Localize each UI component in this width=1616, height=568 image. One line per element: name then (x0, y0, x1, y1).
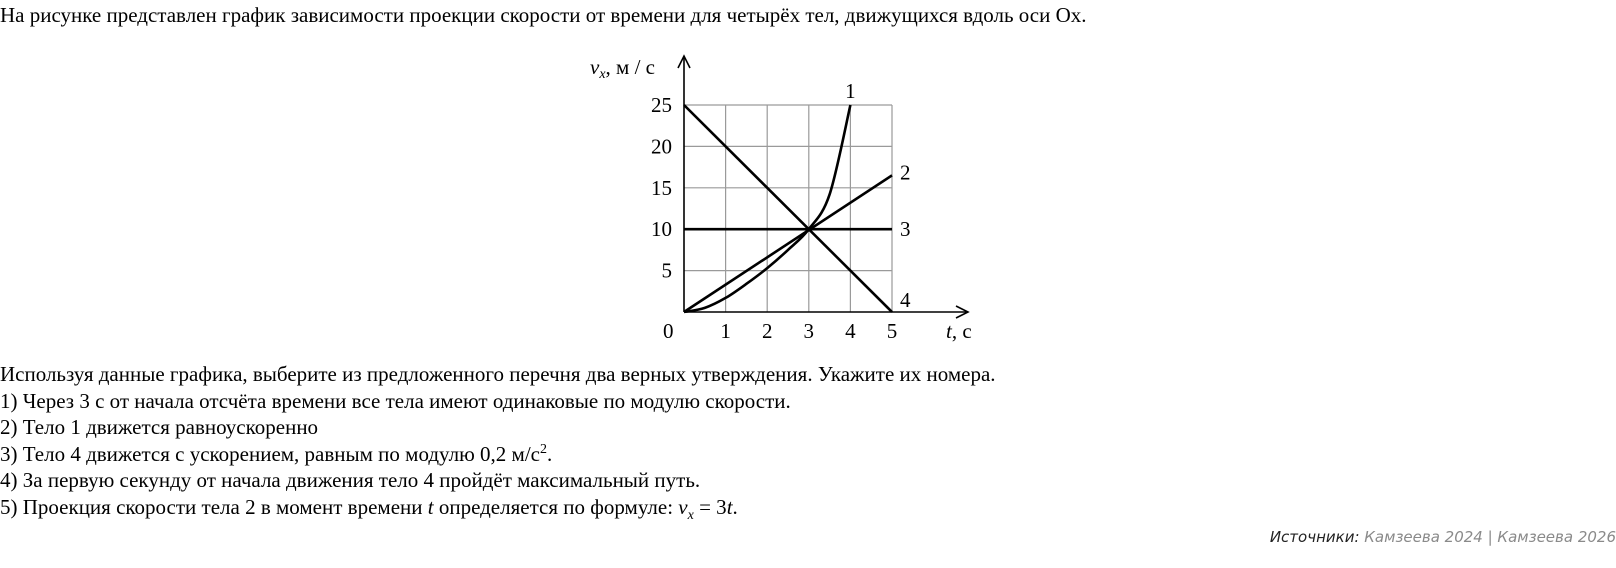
series-line-4 (684, 105, 892, 312)
chart-ticks (651, 93, 897, 343)
series-label-2: 2 (900, 160, 911, 185)
series-line-2 (684, 175, 892, 312)
option-2: 2) Тело 1 движется равноускоренно (0, 415, 319, 439)
series-label-3: 3 (900, 217, 911, 242)
x-tick-label-4: 4 (845, 319, 856, 343)
sources-label: Источники: (1269, 528, 1360, 546)
sources-list: Камзеева 2024 | Камзеева 2026 (1364, 528, 1616, 546)
series-label-4: 4 (900, 288, 911, 312)
origin-label: 0 (663, 319, 674, 343)
x-tick-label-1: 1 (720, 319, 731, 343)
option-1: 1) Через 3 с от начала отсчёта времени все тела имеют одинаковые по модулю скорости. (0, 388, 791, 413)
y-tick-label-5: 5 (661, 258, 672, 283)
option-3: 3) Тело 4 движется с ускорением, равным по модулю 0,2 $м/с^2$. (0, 441, 553, 466)
chart-axes (678, 56, 968, 318)
question-block (0, 361, 996, 523)
y-tick-label-25: 25 (651, 93, 672, 117)
y-tick-label-15: 15 (651, 175, 672, 200)
x-tick-label-2: 2 (761, 319, 773, 343)
x-tick-label-5: 5 (886, 319, 898, 343)
sources (1270, 528, 1616, 546)
velocity-time-chart (592, 48, 992, 348)
x-tick-label-3: 3 (803, 319, 815, 343)
instructions: Используя данные графика, выберите из предложенного перечня два верных утверждения. Укажите их номера. (0, 362, 996, 386)
option-5: 5) Проекция скорости тела 2 в момент времени t определяется по формуле: $v_x = 3t$. (0, 494, 738, 523)
x-axis-label: t, с (946, 319, 972, 343)
option-4: 4) За первую секунду от начала движения тело 4 пройдёт максимальный путь. (0, 468, 701, 492)
y-tick-label-20: 20 (651, 134, 672, 159)
intro-text: На рисунке представлен график зависимости проекции скорости от времени для четырёх тел, движущихся вдоль оси Ox. (0, 3, 1087, 27)
y-axis-label: vx, м / с (590, 55, 655, 82)
series-label-1: 1 (845, 79, 856, 103)
chart-series (684, 79, 911, 312)
y-tick-label-10: 10 (651, 217, 672, 242)
